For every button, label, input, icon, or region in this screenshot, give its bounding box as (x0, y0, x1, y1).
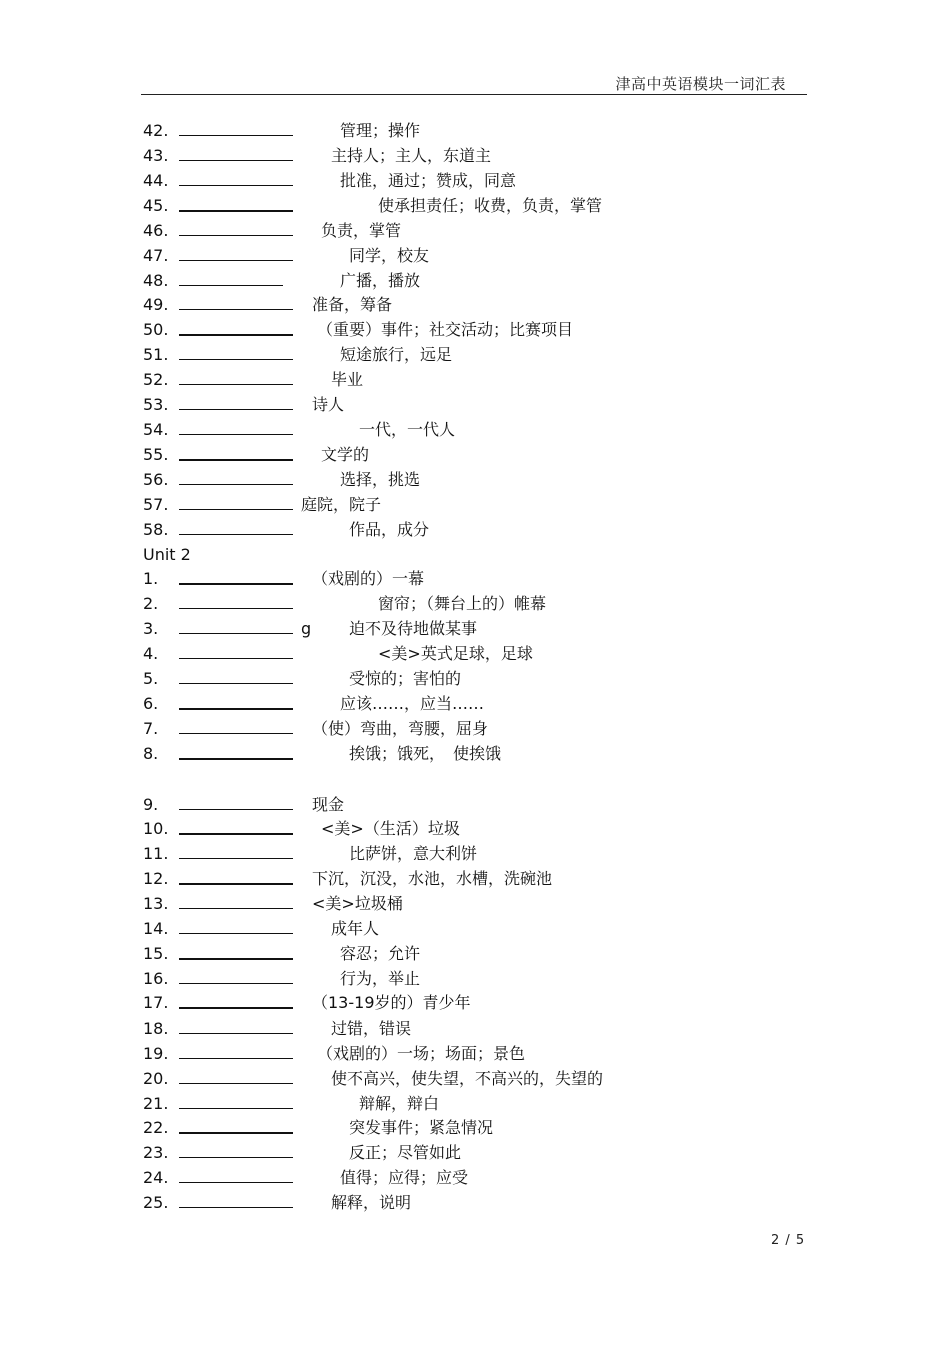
list-item (143, 517, 803, 542)
answer-blank[interactable] (179, 883, 293, 885)
chinese-meaning: （使）弯曲，弯腰，屈身 (312, 719, 489, 738)
chinese-meaning: 文学的 (321, 445, 370, 464)
list-item (143, 193, 803, 218)
list-item (143, 916, 803, 941)
item-number: 11. (143, 844, 169, 863)
chinese-meaning: 行为，举止 (340, 969, 421, 988)
chinese-meaning: <美>垃圾桶 (312, 894, 403, 913)
answer-blank[interactable] (179, 135, 293, 136)
list-item (143, 792, 803, 817)
answer-blank[interactable] (179, 833, 293, 835)
chinese-meaning: 反正；尽管如此 (349, 1143, 462, 1162)
chinese-meaning: （戏剧的）一场；场面；景色 (317, 1044, 526, 1063)
answer-blank[interactable] (179, 534, 293, 535)
header-title: 津高中英语模块一词汇表 (615, 75, 786, 93)
chinese-meaning: 同学，校友 (349, 246, 430, 265)
item-number: 52. (143, 370, 169, 389)
item-number: 45. (143, 196, 169, 215)
answer-blank[interactable] (179, 309, 293, 310)
item-number: 16. (143, 969, 169, 988)
chinese-meaning: <美>（生活）垃圾 (321, 819, 460, 838)
answer-blank[interactable] (179, 908, 293, 909)
list-item (143, 691, 803, 716)
list-item (143, 566, 803, 591)
chinese-meaning: 主持人；主人，东道主 (331, 146, 492, 165)
list-item (143, 816, 803, 841)
item-number: 20. (143, 1069, 169, 1088)
answer-blank[interactable] (179, 1007, 293, 1009)
answer-blank[interactable] (179, 683, 293, 684)
item-number: 18. (143, 1019, 169, 1038)
chinese-meaning: 批准，通过；赞成，同意 (340, 171, 517, 190)
answer-blank[interactable] (179, 733, 293, 734)
item-number: 17. (143, 993, 169, 1012)
answer-blank[interactable] (179, 1207, 293, 1208)
item-number: 14. (143, 919, 169, 938)
item-number: 7. (143, 719, 159, 738)
list-item (143, 1165, 803, 1190)
chinese-meaning: 毕业 (331, 370, 364, 389)
item-number: 53. (143, 395, 169, 414)
answer-blank[interactable] (179, 1033, 293, 1034)
list-item (143, 417, 803, 442)
chinese-meaning: 选择，挑选 (340, 470, 421, 489)
list-item (143, 591, 803, 616)
answer-blank[interactable] (179, 858, 293, 859)
chinese-meaning: 辩解，辩白 (359, 1094, 440, 1113)
item-number: 24. (143, 1168, 169, 1187)
item-number: 50. (143, 320, 169, 339)
answer-blank[interactable] (179, 434, 293, 435)
answer-blank[interactable] (179, 334, 293, 336)
item-number: 9. (143, 795, 159, 814)
item-number: 13. (143, 894, 169, 913)
chinese-meaning: 使不高兴，使失望，不高兴的，失望的 (331, 1069, 604, 1088)
list-item (143, 442, 803, 467)
item-number: 10. (143, 819, 169, 838)
chinese-meaning: 受惊的；害怕的 (349, 669, 462, 688)
list-item (143, 1016, 803, 1041)
chinese-meaning: 管理；操作 (340, 121, 421, 140)
chinese-meaning: 成年人 (331, 919, 380, 938)
list-item (143, 641, 803, 666)
item-number: 58. (143, 520, 169, 539)
answer-blank[interactable] (179, 983, 293, 984)
item-number: 4. (143, 644, 159, 663)
chinese-meaning: 迫不及待地做某事 (349, 619, 478, 638)
chinese-meaning: 准备，筹备 (312, 295, 393, 314)
list-item (143, 218, 803, 243)
list-item (143, 1115, 803, 1140)
list-item (143, 317, 803, 342)
list-item (143, 891, 803, 916)
list-item (143, 467, 803, 492)
list-item (143, 342, 803, 367)
chinese-meaning: 突发事件；紧急情况 (349, 1118, 494, 1137)
list-item (143, 666, 803, 691)
item-number: 54. (143, 420, 169, 439)
list-item (143, 716, 803, 741)
chinese-meaning: 广播，播放 (340, 271, 421, 290)
chinese-meaning: 窗帘；（舞台上的）帷幕 (378, 594, 547, 613)
answer-blank[interactable] (179, 1083, 293, 1084)
answer-blank[interactable] (179, 758, 293, 760)
item-number: 3. (143, 619, 159, 638)
list-item (143, 243, 803, 268)
answer-blank[interactable] (179, 160, 293, 161)
item-number: 56. (143, 470, 169, 489)
item-number: 23. (143, 1143, 169, 1162)
chinese-meaning: 挨饿；饿死， 使挨饿 (349, 744, 502, 763)
item-number: 6. (143, 694, 159, 713)
page-number: 2 / 5 (771, 1233, 806, 1248)
chinese-meaning: （重要）事件；社交活动；比赛项目 (317, 320, 574, 339)
item-number: 55. (143, 445, 169, 464)
item-number: 15. (143, 944, 169, 963)
answer-blank[interactable] (179, 359, 293, 360)
chinese-meaning: 现金 (312, 795, 345, 814)
answer-blank[interactable] (179, 185, 293, 186)
answer-blank[interactable] (179, 708, 293, 710)
answer-blank[interactable] (179, 633, 293, 634)
list-item (143, 1091, 803, 1116)
item-number: 2. (143, 594, 159, 613)
item-number: 46. (143, 221, 169, 240)
item-number: 51. (143, 345, 169, 364)
answer-blank[interactable] (179, 509, 293, 510)
answer-blank[interactable] (179, 285, 283, 286)
item-number: 42. (143, 121, 169, 140)
chinese-meaning: 下沉，沉没，水池，水槽，洗碗池 (312, 869, 553, 888)
answer-blank[interactable] (179, 260, 293, 261)
chinese-meaning: 值得；应得；应受 (340, 1168, 469, 1187)
list-item (143, 1190, 803, 1215)
chinese-meaning: 一代，一代人 (359, 420, 456, 439)
item-number: 25. (143, 1193, 169, 1212)
item-number: 5. (143, 669, 159, 688)
blank-suffix: g (301, 619, 312, 638)
list-item (143, 168, 803, 193)
answer-blank[interactable] (179, 958, 293, 960)
chinese-meaning: 过错，错误 (331, 1019, 412, 1038)
chinese-meaning: 负责，掌管 (321, 221, 402, 240)
answer-blank[interactable] (179, 484, 293, 485)
chinese-meaning: 应该……，应当…… (340, 694, 485, 713)
item-number: 8. (143, 744, 159, 763)
answer-blank[interactable] (179, 809, 293, 810)
header-divider (141, 94, 807, 95)
item-number: 43. (143, 146, 169, 165)
chinese-meaning: 短途旅行，远足 (340, 345, 453, 364)
answer-blank[interactable] (179, 1132, 293, 1134)
item-number: 12. (143, 869, 169, 888)
answer-blank[interactable] (179, 1108, 293, 1109)
item-number: 47. (143, 246, 169, 265)
list-item (143, 841, 803, 866)
answer-blank[interactable] (179, 658, 293, 659)
list-item (143, 492, 803, 517)
chinese-meaning: 作品，成分 (349, 520, 430, 539)
list-item (143, 866, 803, 891)
chinese-meaning: 容忍；允许 (340, 944, 421, 963)
answer-blank[interactable] (179, 1157, 293, 1158)
list-item (143, 1066, 803, 1091)
list-item (143, 1041, 803, 1066)
item-number: 44. (143, 171, 169, 190)
list-item (143, 367, 803, 392)
answer-blank[interactable] (179, 583, 293, 585)
item-number: 21. (143, 1094, 169, 1113)
answer-blank[interactable] (179, 210, 293, 212)
item-number: 49. (143, 295, 169, 314)
chinese-meaning: 解释，说明 (331, 1193, 412, 1212)
list-item (143, 143, 803, 168)
answer-blank[interactable] (179, 933, 293, 934)
list-item (143, 118, 803, 143)
list-item (143, 616, 803, 641)
unit-heading: Unit 2 (143, 545, 191, 564)
item-number: 19. (143, 1044, 169, 1063)
list-item (143, 941, 803, 966)
chinese-meaning: <美>英式足球，足球 (378, 644, 533, 663)
item-number: 48. (143, 271, 169, 290)
list-item (143, 268, 803, 293)
list-item (143, 990, 803, 1015)
chinese-meaning: 诗人 (312, 395, 345, 414)
answer-blank[interactable] (179, 1182, 293, 1183)
chinese-meaning: （13-19岁的）青少年 (312, 993, 471, 1012)
answer-blank[interactable] (179, 608, 293, 609)
answer-blank[interactable] (179, 409, 293, 410)
list-item (143, 1140, 803, 1165)
item-number: 57. (143, 495, 169, 514)
answer-blank[interactable] (179, 384, 293, 385)
answer-blank[interactable] (179, 235, 293, 236)
chinese-meaning: （戏剧的）一幕 (312, 569, 425, 588)
list-item (143, 292, 803, 317)
list-item (143, 392, 803, 417)
answer-blank[interactable] (179, 1058, 293, 1059)
list-item (143, 966, 803, 991)
chinese-meaning: 庭院，院子 (301, 495, 382, 514)
chinese-meaning: 使承担责任；收费，负责，掌管 (378, 196, 603, 215)
item-number: 22. (143, 1118, 169, 1137)
answer-blank[interactable] (179, 459, 293, 461)
list-item (143, 741, 803, 766)
chinese-meaning: 比萨饼，意大利饼 (349, 844, 478, 863)
item-number: 1. (143, 569, 159, 588)
